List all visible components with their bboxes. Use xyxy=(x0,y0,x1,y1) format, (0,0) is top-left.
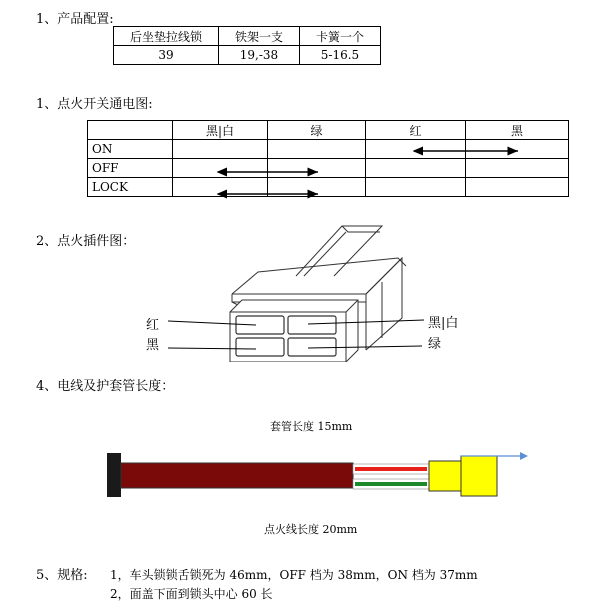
connector-large xyxy=(461,456,497,496)
wire-length-label: 点火线长度 20mm xyxy=(264,523,358,536)
table-header-cell: 铁架一支 xyxy=(219,27,300,46)
section-1-heading: 1、产品配置: xyxy=(36,12,114,27)
section-2-heading: 1、点火开关通电图: xyxy=(36,97,153,112)
row-label: ON xyxy=(88,140,173,159)
table-cell: 39 xyxy=(114,46,219,65)
table-cell: 19,-38 xyxy=(219,46,300,65)
sleeve-length-label: 套管长度 15mm xyxy=(270,420,353,433)
connector-small xyxy=(429,461,461,491)
table-header-cell: 卡簧一个 xyxy=(300,27,381,46)
table-header-cell: 绿 xyxy=(268,121,366,140)
table-header-cell: 后坐垫拉线锁 xyxy=(114,27,219,46)
row-label: OFF xyxy=(88,159,173,178)
end-cap xyxy=(107,453,121,497)
section-5-heading: 5、规格: xyxy=(36,568,88,583)
table-header-cell: 红 xyxy=(366,121,466,140)
wire-drawing xyxy=(100,445,540,505)
label-left-bottom: 黑 xyxy=(146,338,160,353)
sleeve xyxy=(121,463,353,488)
table-header-cell: 黑|白 xyxy=(173,121,268,140)
row-label: LOCK xyxy=(88,178,173,197)
spec-line-2: 2，面盖下面到锁头中心 60 长 xyxy=(110,587,273,601)
label-right-bottom: 绿 xyxy=(428,337,442,352)
table-cell: 5-16.5 xyxy=(300,46,381,65)
section-4-heading: 4、电线及护套管长度： xyxy=(36,379,175,394)
spec-line-1: 1，车头锁锁舌锁死为 46mm，OFF 档为 38mm，ON 档为 37mm xyxy=(110,568,478,582)
section-3-heading: 2、点火插件图： xyxy=(36,234,136,249)
label-right-top: 黑|白 xyxy=(428,316,459,331)
switch-arrows xyxy=(0,0,608,220)
label-left-top: 红 xyxy=(146,318,160,333)
table-header-cell: 黑 xyxy=(466,121,569,140)
